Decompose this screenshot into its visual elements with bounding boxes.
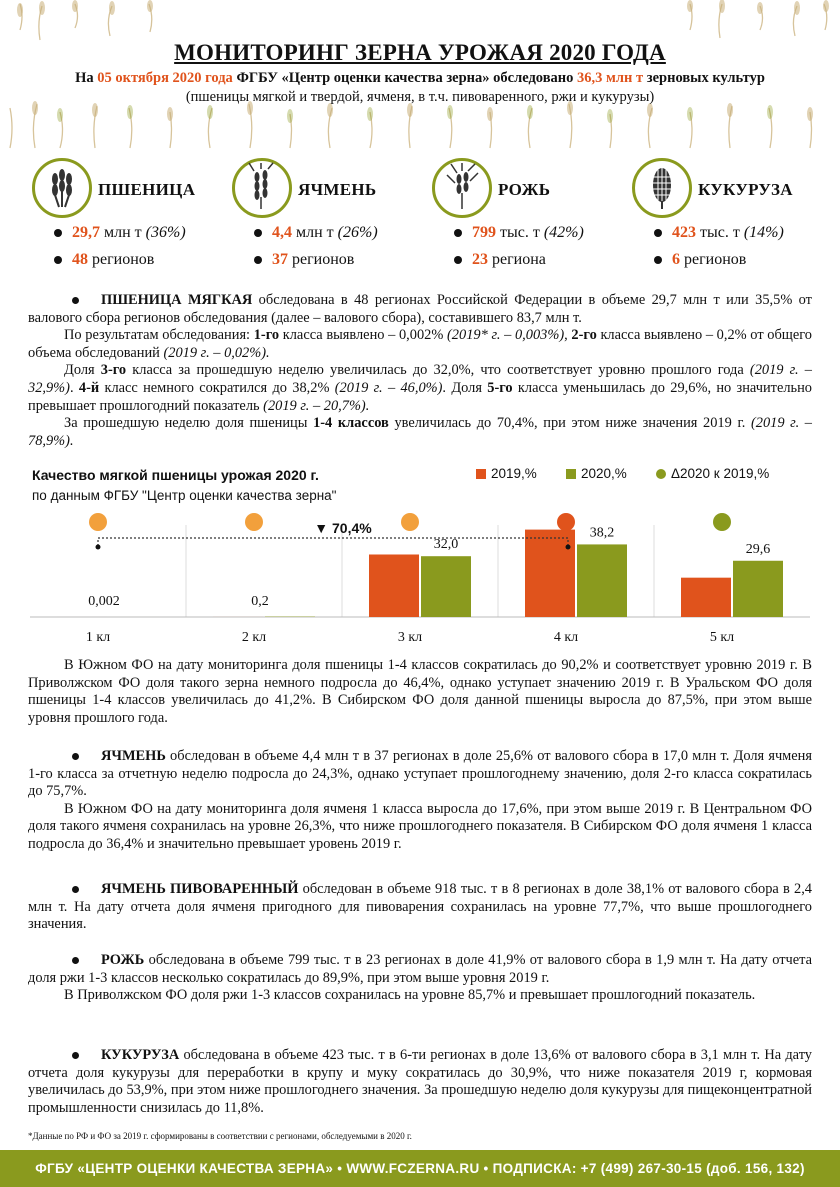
- data-label-2020: 32,0: [433, 537, 459, 553]
- bracket-end: [96, 545, 101, 550]
- crop-name: ЯЧМЕНЬ: [298, 180, 377, 199]
- legend-delta: Δ2020 к 2019,%: [656, 466, 769, 481]
- crop-regions: 6 регионов: [654, 251, 746, 269]
- delta-marker: [89, 513, 107, 531]
- bar-2020: [733, 561, 783, 617]
- total-amount: 36,3 млн т: [577, 70, 644, 86]
- corn-icon: [632, 158, 692, 218]
- barley-icon: [232, 158, 292, 218]
- crop-regions: 37 регионов: [254, 251, 354, 269]
- bar-2019: [525, 530, 575, 617]
- wheat-regions: В Южном ФО на дату мониторинга доля пшеницы 1-4 классов сократилась до 90,2% и соответствует уровню 2019 г. В Приволжском ФО доля такого зерна немного подросла до 46,4%, однако уступает значению 2019 г. В Уральском ФО доля пшеницы 1-4 классов увеличилась до 41,2%. В Сибирском ФО доля данной пшеницы выросла до 87,5%, при этом выше уровня прошлого года.: [28, 657, 812, 726]
- delta-marker: [401, 513, 419, 531]
- footnote: *Данные по РФ и ФО за 2019 г. сформированы в соответствии с регионами, обследуемыми в 2020 г.: [28, 1131, 412, 1141]
- x-tick-label: 5 кл: [709, 630, 735, 645]
- bracket-label: ▼ 70,4%: [314, 520, 372, 536]
- crop-amount: 4,4 млн т (26%): [254, 224, 378, 242]
- legend-2020: 2020,%: [566, 466, 627, 481]
- x-tick-label: 3 кл: [397, 630, 423, 645]
- delta-marker: [557, 513, 575, 531]
- bracket-end: [566, 545, 571, 550]
- page-title: МОНИТОРИНГ ЗЕРНА УРОЖАЯ 2020 ГОДА: [174, 40, 666, 65]
- crop-card-wheat: [32, 158, 232, 278]
- report-summary: На 05 октября 2020 года ФГБУ «Центр оценки качества зерна» обследовано 36,3 млн т зерновых культур: [75, 70, 765, 86]
- quality-bar-chart: [0, 505, 840, 655]
- crop-name: ПШЕНИЦА: [98, 180, 196, 199]
- crop-card-rye: [432, 158, 632, 278]
- crop-amount: 799 тыс. т (42%): [454, 224, 584, 242]
- x-tick-label: 4 кл: [553, 630, 579, 645]
- crop-card-barley: [232, 158, 432, 278]
- bar-2019: [681, 578, 731, 617]
- rye-icon: [432, 158, 492, 218]
- rye-section: РОЖЬ обследована в объеме 799 тыс. т в 23 регионах в доле 41,9% от валового сбора в 1,9 млн т. На дату отчета доля ржи 1-3 классов несколько сократилась до 89,9%, при этом выше уровня 2019 г. В Приволжском ФО доля ржи 1-3 классов сохранилась на уровне 85,7% и превышает прошлогодний показатель.: [28, 952, 812, 1004]
- crop-card-corn: [632, 158, 832, 278]
- bar-2019: [369, 554, 419, 617]
- crops-list: (пшеницы мягкой и твердой, ячменя, в т.ч. пивоваренного, ржи и кукурузы): [185, 89, 655, 105]
- chart-title: Качество мягкой пшеницы урожая 2020 г.: [32, 467, 319, 483]
- crop-amount: 29,7 млн т (36%): [54, 224, 186, 242]
- legend-2019: 2019,%: [476, 466, 537, 481]
- wheat-icon: [32, 158, 92, 218]
- data-label-2020: 0,002: [88, 594, 120, 609]
- crop-name: РОЖЬ: [498, 180, 551, 199]
- data-label-2020: 29,6: [745, 541, 771, 557]
- delta-marker: [245, 513, 263, 531]
- x-tick-label: 1 кл: [85, 630, 111, 645]
- footer-bar: ФГБУ «ЦЕНТР ОЦЕНКИ КАЧЕСТВА ЗЕРНА» • WWW.FCZERNA.RU • ПОДПИСКА: +7 (499) 267-30-15 (доб. 156, 132): [0, 1150, 840, 1187]
- data-label-2020: 38,2: [589, 525, 615, 541]
- crop-regions: 23 региона: [454, 251, 546, 269]
- malting-barley-section: ЯЧМЕНЬ ПИВОВАРЕННЫЙ обследован в объеме 918 тыс. т в 8 регионах в доле 38,1% от валового сбора в 2,4 млн т. На дату отчета доля ячменя пригодного для пивоварения сохранилась на уровне 77,7%, что выше прошлогоднего значения.: [28, 881, 812, 933]
- x-tick-label: 2 кл: [241, 630, 267, 645]
- crop-name: КУКУРУЗА: [698, 180, 793, 199]
- wheat-section: ПШЕНИЦА МЯГКАЯ обследована в 48 регионах Российской Федерации в объеме 29,7 млн т или 35,5% от валового сбора регионов обследования (далее – валового сбора), составившего 83,7 млн т. По результатам обследования: 1-го класса выявлено – 0,002% (2019* г. – 0,003%), 2-го класса выявлено – 0,2% от общего объема обследований (2019 г. – 0,02%). Доля 3-го класса за прошедшую неделю увеличилась до 32,0%, что соответствует уровню прошлого года (2019 г. – 32,9%). 4-й класс немного сократился до 38,2% (2019 г. – 46,0%). Доля 5-го класса уменьшилась до 29,6%, но значительно превышает прошлогодний показатель (2019 г. – 20,7%). За прошедшую неделю доля пшеницы 1-4 классов увеличилась до 70,4%, при этом ниже значения 2019 г. (2019 г. – 78,9%).: [28, 292, 812, 449]
- bar-2020: [577, 544, 627, 617]
- crop-regions: 48 регионов: [54, 251, 154, 269]
- delta-marker: [713, 513, 731, 531]
- corn-section: КУКУРУЗА обследована в объеме 423 тыс. т в 6-ти регионах в доле 13,6% от валового сбора в 3,1 млн т. На дату отчета доля кукурузы для переработки в крупу и муку сократилась до 30,9%, что ниже показателя 2019 г, кормовая увеличилась до 53,9%, при этом ниже прошлогоднего значения. За прошедшую неделю доля кукурузы для пищеконцентратной промышленности снизилась до 11,8%.: [28, 1047, 812, 1116]
- report-date: 05 октября 2020 года: [97, 70, 233, 86]
- crop-amount: 423 тыс. т (14%): [654, 224, 784, 242]
- chart-subtitle: по данным ФГБУ "Центр оценки качества зерна": [32, 488, 337, 503]
- data-label-2020: 0,2: [251, 594, 269, 609]
- bar-2020: [421, 556, 471, 617]
- barley-section: ЯЧМЕНЬ обследован в объеме 4,4 млн т в 37 регионах в доле 25,6% от валового сбора в 17,0 млн т. Доля ячменя 1-го класса за отчетную неделю подросла до 24,3%, однако уступает прошлогоднему значению, доля 2-го класса сократилась до 75,7%. В Южном ФО на дату мониторинга доля ячменя 1 класса выросла до 17,6%, при этом выше 2019 г. В Центральном ФО доля такого ячменя сохранилась на уровне 26,3%, что ниже прошлогоднего показателя. В Сибирском ФО доля ячменя 1 класса подросла до 36,4% и значительно превышает уровень 2019 г.: [28, 748, 812, 852]
